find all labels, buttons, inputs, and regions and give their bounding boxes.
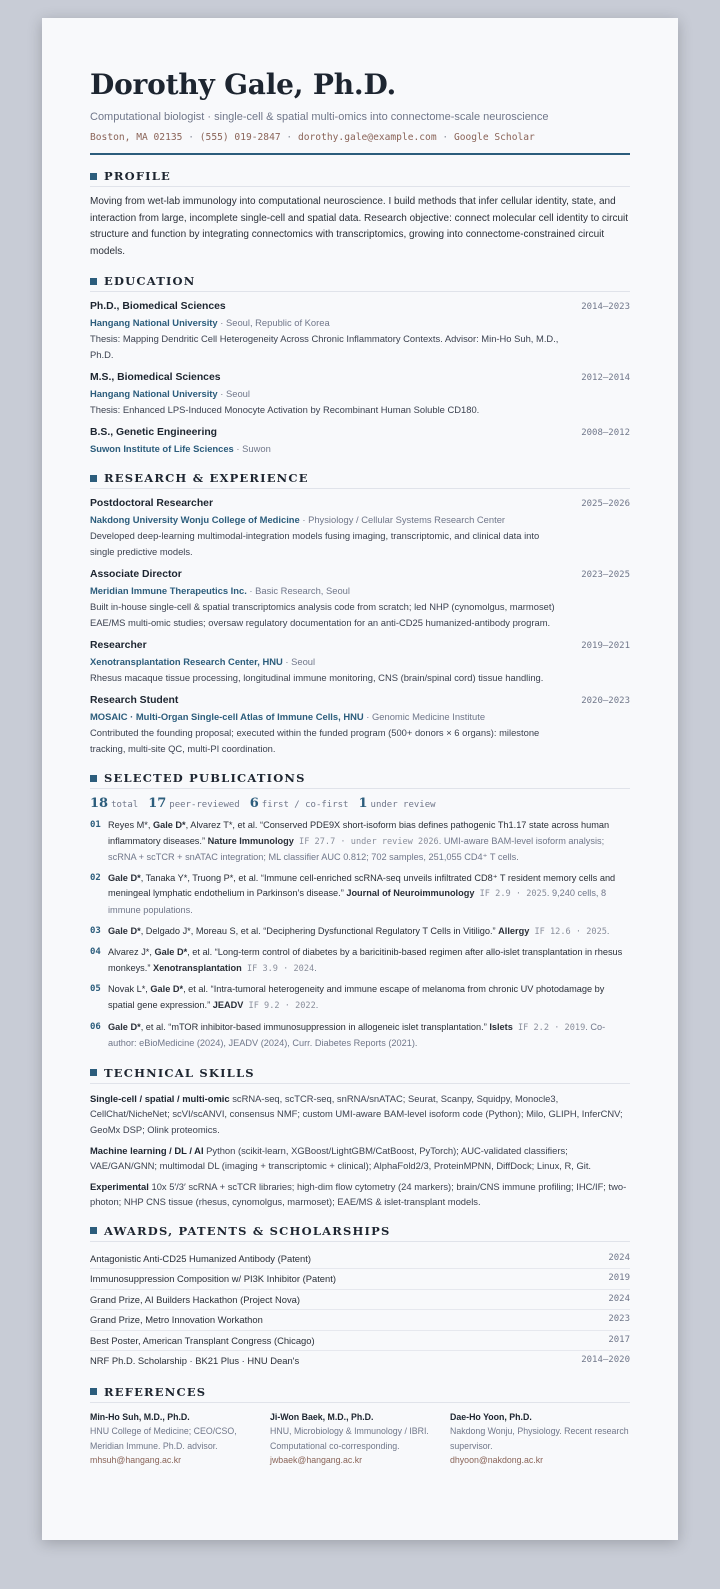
publication-citation	[108, 945, 630, 977]
publication-index: 06	[90, 1021, 101, 1032]
award-name: Grand Prize, Metro Innovation Workathon	[90, 1314, 263, 1326]
institution-name: Suwon Institute of Life Sciences	[90, 443, 234, 454]
entry-org-line	[90, 583, 630, 599]
skill-group	[90, 1091, 630, 1138]
experience-entry	[90, 567, 630, 631]
contact-email-link[interactable]: dorothy.gale@example.com	[297, 132, 437, 143]
entry-description: Rhesus macaque tissue processing, longitudinal immune monitoring, CNS (brain/spinal cord) tissue handling.	[90, 672, 544, 683]
publication-citation	[108, 982, 630, 1014]
institution-location: · Seoul, Republic of Korea	[217, 317, 330, 328]
reference-card	[450, 1410, 630, 1468]
organization-name: Xenotransplantation Research Center, HNU	[90, 656, 283, 667]
citation-self-author: Gale D*	[108, 872, 141, 883]
organization-detail: · Genomic Medicine Institute	[363, 711, 486, 722]
award-year: 2017	[608, 1334, 630, 1345]
publication-stats	[90, 796, 630, 811]
profile-section	[90, 169, 630, 260]
square-bullet-icon	[90, 1388, 97, 1395]
skill-text: 10x 5′/3′ scRNA + scTCR libraries; high-dim flow cytometry (24 markers); brain/CNS immune profiling; IHC/IF; two-photon; NHP CNS tissue (rhesus, cynomolgus, marmoset); EAE/MS & islet-transplant models.	[90, 1180, 627, 1208]
stat-label: under review	[370, 800, 436, 810]
publication-citation	[108, 1020, 630, 1052]
entry-org-line	[90, 512, 630, 528]
entry-description: Contributed the founding proposal; executed within the funded program (500+ donors × 6 organs): milestone tracking, multi-site QC, multi-PI coordination.	[90, 727, 540, 754]
section-title: TECHNICAL SKILLS	[104, 1065, 255, 1080]
education-list	[90, 299, 630, 457]
stat-group	[90, 796, 139, 811]
citation-authors-before: Alvarez J*,	[108, 947, 155, 958]
stat-count: 6	[249, 796, 259, 811]
section-title: SELECTED PUBLICATIONS	[104, 771, 306, 785]
organization-detail: · Physiology / Cellular Systems Research Center	[299, 514, 506, 525]
organization-detail: · Basic Research, Seoul	[246, 585, 350, 596]
entry-header	[90, 567, 630, 583]
section-heading	[90, 1224, 630, 1242]
entry-dates: 2025–2026	[581, 499, 630, 509]
award-row	[90, 1290, 630, 1311]
skill-list	[90, 1091, 630, 1210]
publication-note: .	[606, 925, 610, 936]
entry-dates: 2020–2023	[581, 696, 630, 706]
research-section	[90, 471, 630, 757]
contact-line	[90, 131, 630, 145]
publication-item	[90, 818, 630, 866]
entry-dates: 2019–2021	[581, 641, 630, 651]
square-bullet-icon	[90, 278, 97, 285]
entry-dates: 2008–2012	[581, 428, 630, 438]
citation-authors-before: Reyes M*,	[108, 820, 153, 830]
entry-org-line	[90, 709, 630, 725]
publication-note: . 9,240 cells, 8 immune populations.	[108, 888, 607, 915]
award-year: 2024	[608, 1252, 630, 1263]
award-row	[90, 1269, 630, 1290]
square-bullet-icon	[90, 173, 97, 180]
skill-category: Experimental	[90, 1180, 149, 1192]
publication-note: . UMI-aware BAM-level isoform analysis; scRNA + scTCR + snATAC integration; ML classifier AUC 0.812; 702 samples, 251,055 CD4⁺ T cells.	[108, 835, 605, 863]
publication-citation	[108, 818, 630, 866]
entry-dates: 2012–2014	[581, 373, 630, 383]
section-title: REFERENCES	[104, 1384, 207, 1399]
entry-description: Thesis: Mapping Dendritic Cell Heterogeneity Across Chronic Inflammatory Contexts. Advisor: Min-Ho Suh, M.D., Ph.D.	[90, 333, 559, 360]
publication-index: 04	[90, 947, 101, 958]
square-bullet-icon	[90, 1227, 97, 1234]
experience-entry	[90, 496, 630, 560]
experience-entry	[90, 638, 630, 686]
organization-name: Meridian Immune Therapeutics Inc.	[90, 585, 247, 596]
publication-item	[90, 1020, 630, 1052]
stat-group	[249, 796, 349, 811]
publications-section	[90, 771, 630, 1052]
resume-page	[42, 18, 678, 1540]
education-entry	[90, 425, 630, 457]
citation-text: , et al. “Long-term control of diabetes by a baricitinib-based regimen after allo-islet transplantation in rhesus monkeys.”	[108, 947, 623, 973]
award-name: Antagonistic Anti-CD25 Humanized Antibody (Patent)	[90, 1252, 311, 1264]
google-scholar-link[interactable]: Google Scholar	[453, 132, 535, 143]
section-title: RESEARCH & EXPERIENCE	[104, 471, 309, 485]
stat-count: 18	[90, 796, 109, 811]
entry-description: Thesis: Enhanced LPS-Induced Monocyte Activation by Recombinant Human Soluble CD180.	[90, 404, 480, 415]
reference-list	[90, 1410, 630, 1468]
entry-header	[90, 693, 630, 709]
publication-item	[90, 924, 630, 941]
entry-header	[90, 496, 630, 512]
entry-dates: 2023–2025	[581, 570, 630, 580]
stat-label: peer-reviewed	[169, 800, 240, 810]
publication-index: 05	[90, 984, 101, 995]
impact-factor-year: IF 3.9 · 2024	[241, 963, 315, 974]
reference-name: Ji-Won Baek, M.D., Ph.D.	[270, 1411, 374, 1422]
experience-entry	[90, 693, 630, 757]
entry-description: Built in-house single-cell & spatial transcriptomics analysis code from scratch; led NHP (cynomolgus, marmoset) EAE/MS multi-omic studies; oversaw regulatory documentation for an anti-CD25 humanized-antibody program.	[90, 601, 555, 628]
degree-title: Ph.D., Biomedical Sciences	[90, 301, 226, 312]
journal-name: Islets	[489, 1021, 513, 1032]
organization-detail: · Seoul	[282, 656, 316, 667]
citation-authors-before: Novak L*,	[108, 984, 151, 995]
reference-email-link[interactable]: mhsuh@hangang.ac.kr	[90, 1455, 182, 1466]
contact-separator: ·	[286, 132, 293, 143]
publication-index: 03	[90, 925, 101, 936]
publication-list	[90, 818, 630, 1052]
publication-item	[90, 945, 630, 977]
entry-description: Developed deep-learning multimodal-integration models fusing imaging, transcriptomic, and clinical data into single predictive models.	[90, 530, 540, 557]
skill-group	[90, 1179, 630, 1210]
reference-name: Dae-Ho Yoon, Ph.D.	[450, 1411, 532, 1422]
skill-group	[90, 1143, 630, 1174]
reference-affiliation: HNU College of Medicine; CEO/CSO, Meridian Immune. Ph.D. advisor.	[90, 1426, 237, 1451]
education-entry	[90, 370, 630, 418]
award-year: 2019	[608, 1273, 630, 1284]
institution-name: Hangang National University	[90, 317, 218, 328]
award-year: 2014–2020	[581, 1355, 630, 1366]
citation-text: , Delgado J*, Moreau S, et al. “Deciphering Dysfunctional Regulatory T Cells in Vitiligo.”	[140, 925, 499, 936]
organization-name: MOSAIC · Multi-Organ Single-cell Atlas of Immune Cells, HNU	[90, 711, 364, 722]
citation-self-author: Gale D*	[150, 984, 184, 995]
reference-email-link[interactable]: jwbaek@hangang.ac.kr	[270, 1455, 363, 1466]
publication-note: . Co-author: eBioMedicine (2024), JEADV (2024), Curr. Diabetes Reports (2021).	[108, 1021, 606, 1049]
section-heading	[90, 274, 630, 292]
impact-factor-year: IF 9.2 · 2022	[243, 1000, 316, 1011]
citation-self-author: Gale D*	[152, 820, 186, 830]
reference-name: Min-Ho Suh, M.D., Ph.D.	[90, 1411, 190, 1422]
journal-name: Xenotransplantation	[152, 962, 242, 973]
awards-section	[90, 1224, 630, 1371]
publication-citation	[108, 871, 630, 919]
skills-section	[90, 1066, 630, 1210]
degree-title: B.S., Genetic Engineering	[90, 427, 218, 438]
header-divider	[90, 153, 630, 155]
publication-item	[90, 982, 630, 1014]
citation-self-author: Gale D*	[154, 947, 188, 958]
stat-count: 1	[358, 796, 368, 811]
award-year: 2024	[608, 1293, 630, 1304]
stat-group	[148, 796, 240, 811]
stat-label: first / co-first	[261, 800, 349, 810]
citation-text: , Alvarez T*, et al. “Conserved PDE9X short-isoform bias defines pathogenic Th1.17 state across human inflammatory diseases.”	[108, 820, 610, 846]
skill-text: scRNA-seq, scTCR-seq, snRNA/snATAC; Seurat, Scanpy, Squidpy, Monocle3, CellChat/NicheNet; scVI/scANVI, consensus NMF; custom UMI-aware BAM-level isoform code (Python); Milo, GLIPH, InferCNV; GeoMx DSP; Olink proteomics.	[90, 1092, 623, 1135]
skill-category: Machine learning / DL / AI	[90, 1144, 204, 1156]
section-heading	[90, 771, 630, 789]
section-heading	[90, 471, 630, 489]
award-year: 2023	[608, 1314, 630, 1325]
contact-separator: ·	[188, 132, 194, 143]
award-row	[90, 1331, 630, 1352]
award-name: Immunosuppression Composition w/ PI3K Inhibitor (Patent)	[90, 1273, 336, 1285]
award-name: Grand Prize, AI Builders Hackathon (Project Nova)	[90, 1293, 300, 1305]
section-heading	[90, 1385, 630, 1403]
entry-header	[90, 370, 630, 386]
entry-org-line	[90, 441, 630, 457]
section-heading	[90, 169, 630, 187]
entry-header	[90, 638, 630, 654]
award-row	[90, 1310, 630, 1331]
award-list	[90, 1249, 630, 1371]
section-title: AWARDS, PATENTS & SCHOLARSHIPS	[104, 1223, 391, 1238]
job-title: Researcher	[90, 640, 147, 651]
square-bullet-icon	[90, 775, 97, 782]
section-title: EDUCATION	[104, 274, 196, 288]
impact-factor-year: IF 12.6 · 2025	[529, 926, 607, 937]
citation-text: , et al. “mTOR inhibitor-based immunosuppression in allogeneic islet transplantation.”	[140, 1021, 490, 1032]
reference-affiliation: HNU, Microbiology & Immunology / IBRI. Computational co-corresponding.	[270, 1426, 429, 1451]
profile-text: Moving from wet-lab immunology into computational neuroscience. I build methods that infer cellular identity, state, and interaction from large, incomplete single-cell and spatial data. Research objective: connect molecular cell identity to circuit structure and function by integrating connectomics with transcriptomics, growing into connectome-constrained circuit models.	[90, 196, 629, 257]
stat-count: 17	[148, 796, 167, 811]
award-name: NRF Ph.D. Scholarship · BK21 Plus · HNU Dean's	[90, 1355, 300, 1367]
award-row	[90, 1249, 630, 1270]
candidate-name: Dorothy Gale, Ph.D.	[90, 68, 397, 101]
references-section	[90, 1385, 630, 1468]
section-heading	[90, 1066, 630, 1084]
degree-title: M.S., Biomedical Sciences	[90, 372, 221, 383]
impact-factor-year: IF 2.2 · 2019	[512, 1022, 586, 1033]
tagline: Computational biologist · single-cell & spatial multi-omics into connectome-scale neuroscience	[90, 111, 549, 123]
reference-card	[270, 1410, 450, 1468]
publication-citation	[108, 924, 609, 941]
institution-location: · Suwon	[233, 443, 271, 454]
entry-dates: 2014–2023	[581, 302, 630, 312]
publication-note: .	[314, 962, 317, 973]
publication-index: 01	[90, 820, 101, 830]
impact-factor-year: IF 2.9 · 2025	[474, 889, 547, 900]
organization-name: Nakdong University Wonju College of Medicine	[90, 514, 300, 525]
job-title: Research Student	[90, 695, 179, 706]
reference-affiliation: Nakdong Wonju, Physiology. Recent research supervisor.	[450, 1426, 629, 1451]
publication-note: .	[315, 999, 319, 1010]
entry-header	[90, 299, 630, 315]
citation-text: , et al. “Intra-tumoral heterogeneity and immune escape of melanoma from chronic UV photodamage by spatial gene expression.”	[108, 984, 605, 1010]
reference-email-link[interactable]: dhyoon@nakdong.ac.kr	[450, 1455, 544, 1466]
section-title: PROFILE	[104, 169, 172, 183]
job-title: Postdoctoral Researcher	[90, 498, 214, 509]
education-section	[90, 274, 630, 457]
journal-name: JEADV	[212, 999, 244, 1010]
reference-card	[90, 1410, 270, 1468]
contact-address: Boston, MA 02135	[90, 132, 183, 143]
institution-location: · Seoul	[217, 388, 250, 399]
entry-header	[90, 425, 630, 441]
publication-index: 02	[90, 872, 101, 883]
entry-org-line	[90, 386, 630, 402]
stat-group	[358, 796, 436, 811]
contact-separator: ·	[442, 132, 449, 143]
research-list	[90, 496, 630, 757]
impact-factor-year: IF 27.7 · under review 2026	[293, 836, 439, 847]
entry-org-line	[90, 315, 630, 331]
journal-name: Nature Immunology	[207, 835, 294, 846]
square-bullet-icon	[90, 1069, 97, 1076]
citation-self-author: Gale D*	[108, 925, 141, 936]
skill-category: Single-cell / spatial / multi-omic	[90, 1092, 230, 1104]
stat-label: total	[111, 800, 139, 810]
institution-name: Hangang National University	[90, 388, 218, 399]
contact-phone: (555) 019-2847	[199, 132, 281, 143]
square-bullet-icon	[90, 475, 97, 482]
education-entry	[90, 299, 630, 363]
award-row	[90, 1351, 630, 1371]
citation-text: , Tanaka Y*, Truong P*, et al. “Immune cell-enriched scRNA-seq unveils infiltrated CD8⁺ T resident memory cells and meningeal lymphatic endothelium in Parkinson’s disease.”	[108, 872, 616, 899]
award-name: Best Poster, American Transplant Congress (Chicago)	[90, 1334, 315, 1346]
citation-self-author: Gale D*	[108, 1021, 141, 1032]
job-title: Associate Director	[90, 569, 182, 580]
journal-name: Journal of Neuroimmunology	[346, 888, 475, 899]
journal-name: Allergy	[498, 925, 530, 936]
publication-item	[90, 871, 630, 919]
skill-text: Python (scikit-learn, XGBoost/LightGBM/CatBoost, PyTorch); AUC-validated classifiers; VAE/GAN/GNN; multimodal DL (imaging + transcriptomic + clinical); AlphaFold2/3, ProteinMPNN, DiffDock; Linux, R, Git.	[90, 1144, 592, 1172]
entry-org-line	[90, 654, 630, 670]
